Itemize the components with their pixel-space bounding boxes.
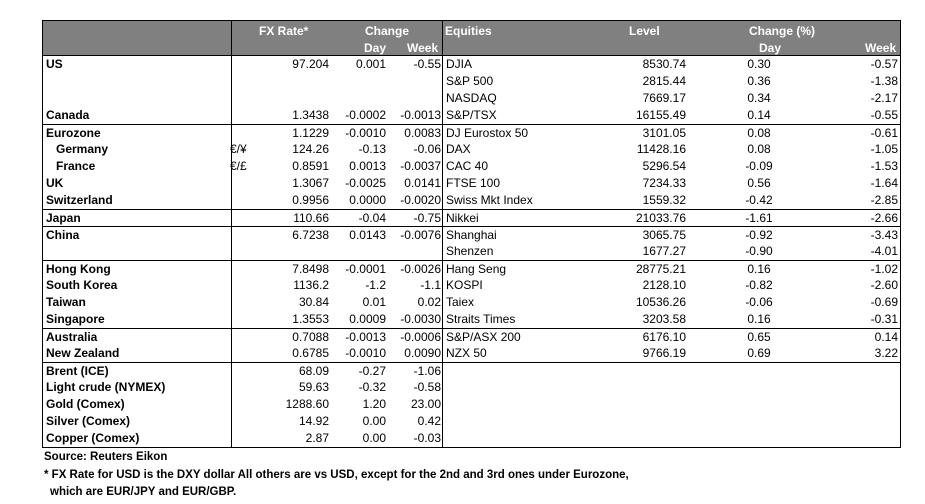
row-equity-week-change: -1.05 <box>870 142 898 156</box>
table-row <box>43 396 900 413</box>
row-name: France <box>56 159 96 173</box>
row-equity-week-change: -1.38 <box>870 74 898 88</box>
row-equity-day-change <box>733 413 785 430</box>
table-row <box>43 328 900 345</box>
row-fx-week-change: -0.55 <box>413 57 441 71</box>
row-equity-day-change: 0.30 <box>747 57 771 71</box>
row-equity-name: Shenzen <box>446 244 494 258</box>
table-row <box>43 311 900 328</box>
row-fx-week-change: -0.0026 <box>400 262 441 276</box>
row-fx-day-change: 0.00 <box>362 431 386 445</box>
row-fx-week-change: -1.1 <box>420 278 441 292</box>
header-fx-rate: FX Rate* <box>259 24 309 38</box>
row-equity-name: KOSPI <box>446 278 483 292</box>
row-fx-week-change: -0.0013 <box>400 108 441 122</box>
row-fx-day-change: -0.0013 <box>345 330 386 344</box>
table-row <box>43 260 900 277</box>
row-equity-level: 16155.49 <box>635 108 686 122</box>
row-fx-week-change: -0.0030 <box>400 312 441 326</box>
row-fx-rate: 0.7088 <box>292 330 329 344</box>
row-equity-week-change: -4.01 <box>870 244 898 258</box>
row-equity-name: DJIA <box>446 57 473 71</box>
row-fx-day-change: -0.32 <box>358 380 386 394</box>
row-equity-level <box>583 430 686 447</box>
row-equity-level <box>583 396 686 413</box>
row-equity-day-change: 0.08 <box>747 126 771 140</box>
row-fx-week-change: 0.0141 <box>404 176 441 190</box>
table-row <box>43 362 900 379</box>
header-day: Day <box>364 41 387 55</box>
row-equity-day-change: 0.34 <box>747 91 771 105</box>
row-fx-rate: 14.92 <box>298 414 329 428</box>
table-row <box>43 209 900 226</box>
row-fx-rate: 124.26 <box>292 142 329 156</box>
row-equity-week-change: -0.57 <box>870 57 898 71</box>
row-equity-day-change: 0.16 <box>747 262 771 276</box>
row-fx-rate: 6.7238 <box>292 228 329 242</box>
table-row <box>43 107 900 124</box>
row-fx-day-change: 0.0143 <box>349 228 386 242</box>
row-fx-week-change: 23.00 <box>410 397 441 411</box>
row-fx-day-change: 0.01 <box>362 295 386 309</box>
row-fx-week-change: -0.0020 <box>400 193 441 207</box>
row-fx-week-change <box>386 73 441 90</box>
row-fx-rate <box>233 243 329 260</box>
table-row <box>43 430 900 447</box>
row-fx-day-change: -0.0010 <box>345 126 386 140</box>
header-change-pct: Change (%) <box>749 24 815 38</box>
row-fx-rate: 7.8498 <box>292 262 329 276</box>
row-equity-week-change <box>803 363 898 380</box>
row-name: Japan <box>46 211 81 225</box>
row-equity-week-change: -2.66 <box>870 211 898 225</box>
row-fx-day-change: -0.13 <box>358 142 386 156</box>
row-fx-rate: 0.9956 <box>292 193 329 207</box>
row-equity-week-change: -0.31 <box>870 312 898 326</box>
row-name: Light crude (NYMEX) <box>46 380 166 394</box>
row-name: Eurozone <box>46 126 101 140</box>
row-fx-rate: 1.3067 <box>292 176 329 190</box>
row-equity-week-change: -1.64 <box>870 176 898 190</box>
row-equity-name: NZX 50 <box>446 346 487 360</box>
row-equity-level: 1677.27 <box>642 244 686 258</box>
row-name: Germany <box>56 142 109 156</box>
row-fx-day-change: 0.0009 <box>349 312 386 326</box>
header-eq-day: Day <box>759 41 782 55</box>
row-equity-name: Nikkei <box>446 211 479 225</box>
row-equity-week-change: 0.14 <box>874 330 898 344</box>
row-fx-week-change <box>386 243 441 260</box>
row-equity-name: Swiss Mkt Index <box>446 193 533 207</box>
row-equity-name: S&P/TSX <box>446 108 497 122</box>
row-fx-day-change: 0.00 <box>362 414 386 428</box>
row-equity-level: 1559.32 <box>642 193 686 207</box>
table-row <box>43 243 900 260</box>
row-fx-day-change: -0.0002 <box>345 108 386 122</box>
row-name: Brent (ICE) <box>46 364 109 378</box>
table-row <box>43 73 900 90</box>
row-fx-rate: 68.09 <box>298 364 329 378</box>
row-fx-rate: 97.204 <box>292 57 329 71</box>
row-equity-level: 10536.26 <box>635 295 686 309</box>
header-level: Level <box>629 24 660 38</box>
row-name: South Korea <box>46 278 118 292</box>
row-equity-week-change <box>803 430 898 447</box>
row-name <box>46 243 221 260</box>
row-equity-level: 3101.05 <box>642 126 686 140</box>
row-equity-day-change: 0.36 <box>747 74 771 88</box>
row-equity-week-change <box>803 396 898 413</box>
row-equity-name: NASDAQ <box>446 91 497 105</box>
row-equity-name: Straits Times <box>446 312 516 326</box>
row-name: Canada <box>46 108 90 122</box>
row-equity-week-change <box>803 379 898 396</box>
table-row <box>43 345 900 362</box>
row-equity-level <box>583 413 686 430</box>
row-equity-day-change: -0.06 <box>745 295 773 309</box>
table-body <box>43 56 900 447</box>
row-currency-pair: €/£ <box>230 159 247 173</box>
table-row <box>43 124 900 141</box>
row-equity-level <box>583 363 686 380</box>
header-equities: Equities <box>445 24 492 38</box>
row-equity-level: 2815.44 <box>642 74 686 88</box>
row-name: Silver (Comex) <box>46 414 131 428</box>
row-fx-week-change: 0.0090 <box>404 346 441 360</box>
row-equity-name: Shanghai <box>446 228 497 242</box>
row-fx-day-change: -0.04 <box>358 211 386 225</box>
row-currency-pair: €/¥ <box>230 142 247 156</box>
row-equity-day-change: 0.69 <box>747 346 771 360</box>
row-equity-day-change <box>733 363 785 380</box>
row-fx-rate: 1.3553 <box>292 312 329 326</box>
header-week: Week <box>407 41 439 55</box>
row-name: China <box>46 228 80 242</box>
row-equity-name: S&P/ASX 200 <box>446 330 521 344</box>
row-equity-level: 6176.10 <box>642 330 686 344</box>
row-equity-name: Taiex <box>446 295 475 309</box>
row-equity-week-change: 3.22 <box>874 346 898 360</box>
row-name: Australia <box>46 330 98 344</box>
row-fx-day-change: 0.0013 <box>349 159 386 173</box>
row-fx-week-change: -1.06 <box>413 364 441 378</box>
row-equity-name: CAC 40 <box>446 159 489 173</box>
row-fx-rate: 2.87 <box>305 431 329 445</box>
row-fx-week-change: -0.0037 <box>400 159 441 173</box>
row-equity-week-change: -0.69 <box>870 295 898 309</box>
row-equity-level: 11428.16 <box>636 142 686 156</box>
row-equity-name: Hang Seng <box>446 262 507 276</box>
row-name: New Zealand <box>46 346 120 360</box>
row-fx-rate: 1.1229 <box>292 126 329 140</box>
footnote-line-2: which are EUR/JPY and EUR/GBP. <box>50 486 237 498</box>
row-fx-rate: 1136.2 <box>293 278 329 292</box>
row-fx-rate: 0.8591 <box>292 159 329 173</box>
row-equity-week-change: -0.61 <box>870 126 898 140</box>
row-fx-week-change: -0.0006 <box>400 330 441 344</box>
row-name: Switzerland <box>46 193 113 207</box>
row-fx-rate <box>233 73 329 90</box>
row-fx-day-change <box>331 243 386 260</box>
row-equity-day-change: 0.65 <box>747 330 771 344</box>
table-row <box>43 175 900 192</box>
header-change: Change <box>365 24 410 38</box>
row-name: Taiwan <box>46 295 86 309</box>
table-header <box>43 21 900 56</box>
row-fx-day-change: 1.20 <box>362 397 386 411</box>
row-equity-level: 3203.58 <box>642 312 686 326</box>
row-fx-week-change: -0.06 <box>413 142 441 156</box>
row-name <box>46 73 221 90</box>
row-fx-week-change: -0.03 <box>413 431 441 445</box>
table-row <box>43 277 900 294</box>
row-fx-week-change: 0.0083 <box>404 126 441 140</box>
row-fx-day-change: 0.0000 <box>349 193 386 207</box>
row-fx-rate: 1288.60 <box>285 397 329 411</box>
table-row <box>43 90 900 107</box>
row-name: Copper (Comex) <box>46 431 140 445</box>
row-fx-rate: 30.84 <box>298 295 329 309</box>
row-equity-day-change: 0.08 <box>747 142 771 156</box>
row-fx-day-change <box>331 90 386 107</box>
header-eq-week: Week <box>865 41 897 55</box>
row-name: US <box>46 57 63 71</box>
row-fx-rate: 0.6785 <box>292 346 329 360</box>
row-fx-week-change <box>386 90 441 107</box>
row-equity-day-change: -0.82 <box>745 278 773 292</box>
table-row <box>43 192 900 209</box>
row-equity-day-change <box>733 379 785 396</box>
table-row <box>43 56 900 73</box>
row-equity-day-change: 0.16 <box>747 312 771 326</box>
table-row <box>43 294 900 311</box>
row-fx-day-change: -0.0001 <box>345 262 386 276</box>
row-name <box>46 90 221 107</box>
row-equity-day-change: -1.61 <box>745 211 773 225</box>
row-fx-week-change: 0.02 <box>417 295 441 309</box>
row-fx-day-change: -1.2 <box>365 278 386 292</box>
row-equity-name: DAX <box>446 142 471 156</box>
row-fx-rate: 59.63 <box>298 380 329 394</box>
row-equity-level: 9766.19 <box>642 346 686 360</box>
row-equity-week-change: -2.60 <box>870 278 898 292</box>
row-equity-level: 2128.10 <box>642 278 686 292</box>
row-equity-week-change: -2.17 <box>870 91 898 105</box>
table-row <box>43 226 900 243</box>
table-row <box>43 158 900 175</box>
row-equity-week-change: -3.43 <box>870 228 898 242</box>
row-equity-day-change: -0.92 <box>745 228 773 242</box>
table-row <box>43 379 900 396</box>
row-name: Gold (Comex) <box>46 397 125 411</box>
market-data-table <box>42 20 901 448</box>
row-name: Hong Kong <box>46 262 111 276</box>
source-note: Source: Reuters Eikon <box>44 451 168 463</box>
row-fx-day-change: -0.0025 <box>345 176 386 190</box>
row-equity-week-change: -2.85 <box>870 193 898 207</box>
row-equity-level <box>583 379 686 396</box>
row-equity-week-change: -0.55 <box>870 108 898 122</box>
row-fx-rate <box>233 90 329 107</box>
table-row <box>43 413 900 430</box>
footnote-line-1: * FX Rate for USD is the DXY dollar All others are vs USD, except for the 2nd and 3rd ones under Eurozone, <box>44 469 629 481</box>
row-fx-rate: 110.66 <box>293 211 329 225</box>
row-equity-level: 7669.17 <box>642 91 686 105</box>
row-fx-week-change: -0.0076 <box>400 228 441 242</box>
row-equity-day-change <box>733 430 785 447</box>
row-equity-week-change: -1.53 <box>870 159 898 173</box>
row-fx-week-change: -0.75 <box>413 211 441 225</box>
row-equity-day-change: -0.42 <box>745 193 773 207</box>
table-row <box>43 141 900 158</box>
row-fx-week-change: -0.58 <box>413 380 441 394</box>
row-fx-week-change: 0.42 <box>417 414 441 428</box>
row-equity-level: 3065.75 <box>642 228 686 242</box>
row-fx-rate: 1.3438 <box>292 108 329 122</box>
row-fx-day-change <box>331 73 386 90</box>
row-name: UK <box>46 176 64 190</box>
row-equity-day-change: 0.56 <box>747 176 771 190</box>
row-equity-day-change: -0.90 <box>745 244 773 258</box>
row-equity-name: S&P 500 <box>446 74 494 88</box>
row-equity-day-change <box>733 396 785 413</box>
row-equity-day-change: -0.09 <box>745 159 773 173</box>
row-equity-level: 28775.21 <box>635 262 686 276</box>
row-equity-level: 7234.33 <box>642 176 686 190</box>
row-equity-week-change: -1.02 <box>870 262 898 276</box>
row-equity-day-change: 0.14 <box>747 108 771 122</box>
row-equity-week-change <box>803 413 898 430</box>
row-fx-day-change: -0.27 <box>358 364 386 378</box>
row-equity-name: DJ Eurostox 50 <box>446 126 529 140</box>
row-equity-level: 21033.76 <box>635 211 686 225</box>
row-equity-level: 5296.54 <box>642 159 686 173</box>
row-name: Singapore <box>46 312 105 326</box>
row-equity-level: 8530.74 <box>642 57 686 71</box>
row-fx-day-change: 0.001 <box>355 57 386 71</box>
row-fx-day-change: -0.0010 <box>345 346 386 360</box>
row-equity-name: FTSE 100 <box>446 176 501 190</box>
